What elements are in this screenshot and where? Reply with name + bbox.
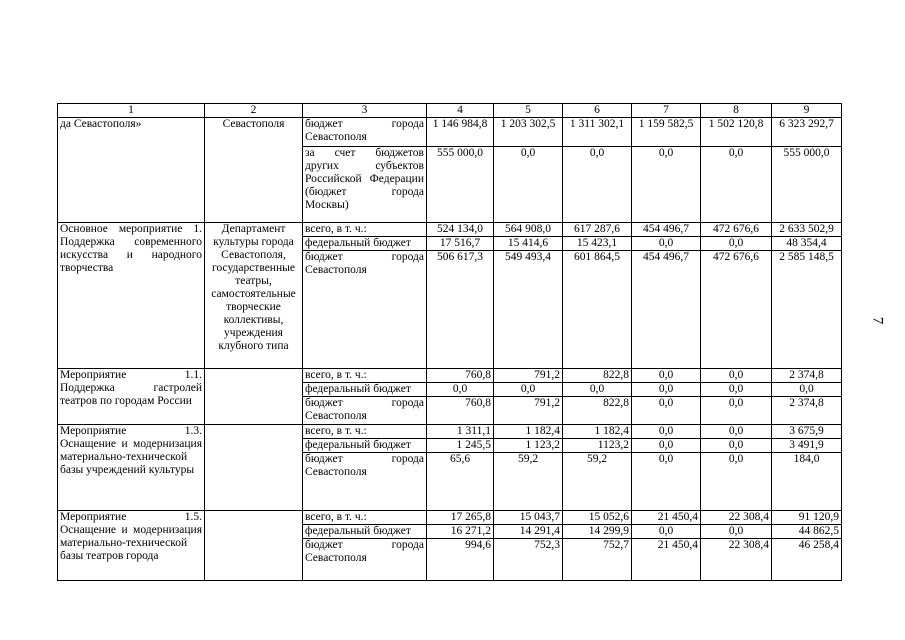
value-cell: 0,0	[701, 237, 772, 251]
value-cell: 0,0	[701, 439, 772, 453]
value-cell: 752,7	[563, 539, 632, 581]
value-cell: 21 450,4	[632, 539, 701, 581]
table-row	[58, 223, 842, 237]
value-cell: 524 134,0	[427, 223, 494, 237]
value-cell: 454 496,7	[632, 251, 701, 369]
funding-source-cell: за счет бюджетов других субъектов Российской Федерации (бюджет города Москвы)	[303, 147, 427, 223]
table-row	[58, 369, 842, 383]
value-cell: 0,0	[632, 525, 701, 539]
value-cell: 0,0	[632, 147, 701, 223]
value-cell: 0,0	[494, 383, 563, 397]
value-cell: 65,6	[427, 453, 494, 511]
value-cell: 44 862,5	[772, 525, 842, 539]
value-cell: 1 502 120,8	[701, 118, 772, 147]
value-cell: 21 450,4	[632, 511, 701, 525]
funding-source-cell: федеральный бюджет	[303, 525, 427, 539]
value-cell: 0,0	[563, 383, 632, 397]
value-cell: 15 423,1	[563, 237, 632, 251]
value-cell: 16 271,2	[427, 525, 494, 539]
value-cell: 0,0	[427, 383, 494, 397]
funding-source-cell: федеральный бюджет	[303, 237, 427, 251]
executor-cell: Севастополя	[205, 118, 303, 223]
value-cell: 14 291,4	[494, 525, 563, 539]
value-cell: 59,2	[494, 453, 563, 511]
header-row	[58, 104, 842, 118]
value-cell: 994,6	[427, 539, 494, 581]
value-cell: 15 414,6	[494, 237, 563, 251]
funding-source-cell: всего, в т. ч.:	[303, 223, 427, 237]
value-cell: 1 311,1	[427, 425, 494, 439]
value-cell: 2 585 148,5	[772, 251, 842, 369]
table-row	[58, 118, 842, 147]
value-cell: 184,0	[772, 453, 842, 511]
value-cell: 0,0	[701, 425, 772, 439]
value-cell: 0,0	[632, 397, 701, 425]
value-cell: 1 146 984,8	[427, 118, 494, 147]
budget-table	[57, 103, 842, 581]
value-cell: 472 676,6	[701, 251, 772, 369]
activity-name-cell: да Севастополя»	[58, 118, 205, 223]
activity-name-cell: Мероприятие 1.5. Оснащение и модернизация материально-технической базы театров города	[58, 511, 205, 581]
value-cell: 0,0	[701, 383, 772, 397]
value-cell: 1 203 302,5	[494, 118, 563, 147]
activity-name-cell: Мероприятие 1.3. Оснащение и модернизация материально-технической базы учреждений культуры	[58, 425, 205, 511]
value-cell: 0,0	[632, 453, 701, 511]
value-cell: 0,0	[701, 397, 772, 425]
header-cell: 4	[427, 104, 494, 118]
value-cell: 15 052,6	[563, 511, 632, 525]
value-cell: 549 493,4	[494, 251, 563, 369]
activity-name-cell: Мероприятие 1.1. Поддержка гастролей театров по городам России	[58, 369, 205, 425]
executor-cell	[205, 369, 303, 425]
value-cell: 822,8	[563, 397, 632, 425]
funding-source-cell: всего, в т. ч.:	[303, 369, 427, 383]
executor-cell	[205, 425, 303, 511]
value-cell: 1 159 582,5	[632, 118, 701, 147]
value-cell: 760,8	[427, 369, 494, 383]
funding-source-cell: федеральный бюджет	[303, 439, 427, 453]
value-cell: 0,0	[701, 453, 772, 511]
value-cell: 1 311 302,1	[563, 118, 632, 147]
value-cell: 17 516,7	[427, 237, 494, 251]
funding-source-cell: бюджет города Севастополя	[303, 118, 427, 147]
value-cell: 17 265,8	[427, 511, 494, 525]
value-cell: 760,8	[427, 397, 494, 425]
value-cell: 22 308,4	[701, 511, 772, 525]
value-cell: 0,0	[494, 147, 563, 223]
value-cell: 1123,2	[563, 439, 632, 453]
value-cell: 3 675,9	[772, 425, 842, 439]
value-cell: 822,8	[563, 369, 632, 383]
funding-source-cell: бюджет города Севастополя	[303, 251, 427, 369]
value-cell: 601 864,5	[563, 251, 632, 369]
value-cell: 0,0	[632, 383, 701, 397]
value-cell: 752,3	[494, 539, 563, 581]
value-cell: 506 617,3	[427, 251, 494, 369]
executor-cell	[205, 511, 303, 581]
value-cell: 46 258,4	[772, 539, 842, 581]
activity-name-cell: Основное мероприятие 1. Поддержка современного искусства и народного творчества	[58, 223, 205, 369]
value-cell: 564 908,0	[494, 223, 563, 237]
header-cell: 1	[58, 104, 205, 118]
value-cell: 791,2	[494, 397, 563, 425]
value-cell: 3 491,9	[772, 439, 842, 453]
value-cell: 0,0	[632, 439, 701, 453]
value-cell: 0,0	[772, 383, 842, 397]
value-cell: 2 374,8	[772, 397, 842, 425]
value-cell: 617 287,6	[563, 223, 632, 237]
value-cell: 0,0	[632, 425, 701, 439]
header-cell: 7	[632, 104, 701, 118]
value-cell: 0,0	[701, 147, 772, 223]
header-cell: 2	[205, 104, 303, 118]
value-cell: 59,2	[563, 453, 632, 511]
value-cell: 0,0	[563, 147, 632, 223]
value-cell: 2 374,8	[772, 369, 842, 383]
header-cell: 8	[701, 104, 772, 118]
value-cell: 22 308,4	[701, 539, 772, 581]
value-cell: 1 182,4	[563, 425, 632, 439]
funding-source-cell: федеральный бюджет	[303, 383, 427, 397]
value-cell: 555 000,0	[427, 147, 494, 223]
table-row	[58, 425, 842, 439]
value-cell: 15 043,7	[494, 511, 563, 525]
value-cell: 1 245,5	[427, 439, 494, 453]
header-cell: 5	[494, 104, 563, 118]
value-cell: 1 182,4	[494, 425, 563, 439]
value-cell: 14 299,9	[563, 525, 632, 539]
funding-source-cell: бюджет города Севастополя	[303, 539, 427, 581]
value-cell: 454 496,7	[632, 223, 701, 237]
value-cell: 48 354,4	[772, 237, 842, 251]
value-cell: 0,0	[632, 369, 701, 383]
value-cell: 555 000,0	[772, 147, 842, 223]
value-cell: 0,0	[701, 525, 772, 539]
value-cell: 6 323 292,7	[772, 118, 842, 147]
header-cell: 6	[563, 104, 632, 118]
header-cell: 9	[772, 104, 842, 118]
value-cell: 0,0	[632, 237, 701, 251]
value-cell: 91 120,9	[772, 511, 842, 525]
page-number: 7	[869, 316, 886, 325]
value-cell: 2 633 502,9	[772, 223, 842, 237]
value-cell: 0,0	[701, 369, 772, 383]
value-cell: 472 676,6	[701, 223, 772, 237]
value-cell: 791,2	[494, 369, 563, 383]
value-cell: 1 123,2	[494, 439, 563, 453]
executor-cell: Департамент культуры города Севастополя, государственные театры, самостоятельные творческие коллективы, учреждения клубного типа	[205, 223, 303, 369]
funding-source-cell: всего, в т. ч.:	[303, 511, 427, 525]
funding-source-cell: всего, в т. ч.:	[303, 425, 427, 439]
header-cell: 3	[303, 104, 427, 118]
funding-source-cell: бюджет города Севастополя	[303, 453, 427, 511]
funding-source-cell: бюджет города Севастополя	[303, 397, 427, 425]
table-row	[58, 511, 842, 525]
